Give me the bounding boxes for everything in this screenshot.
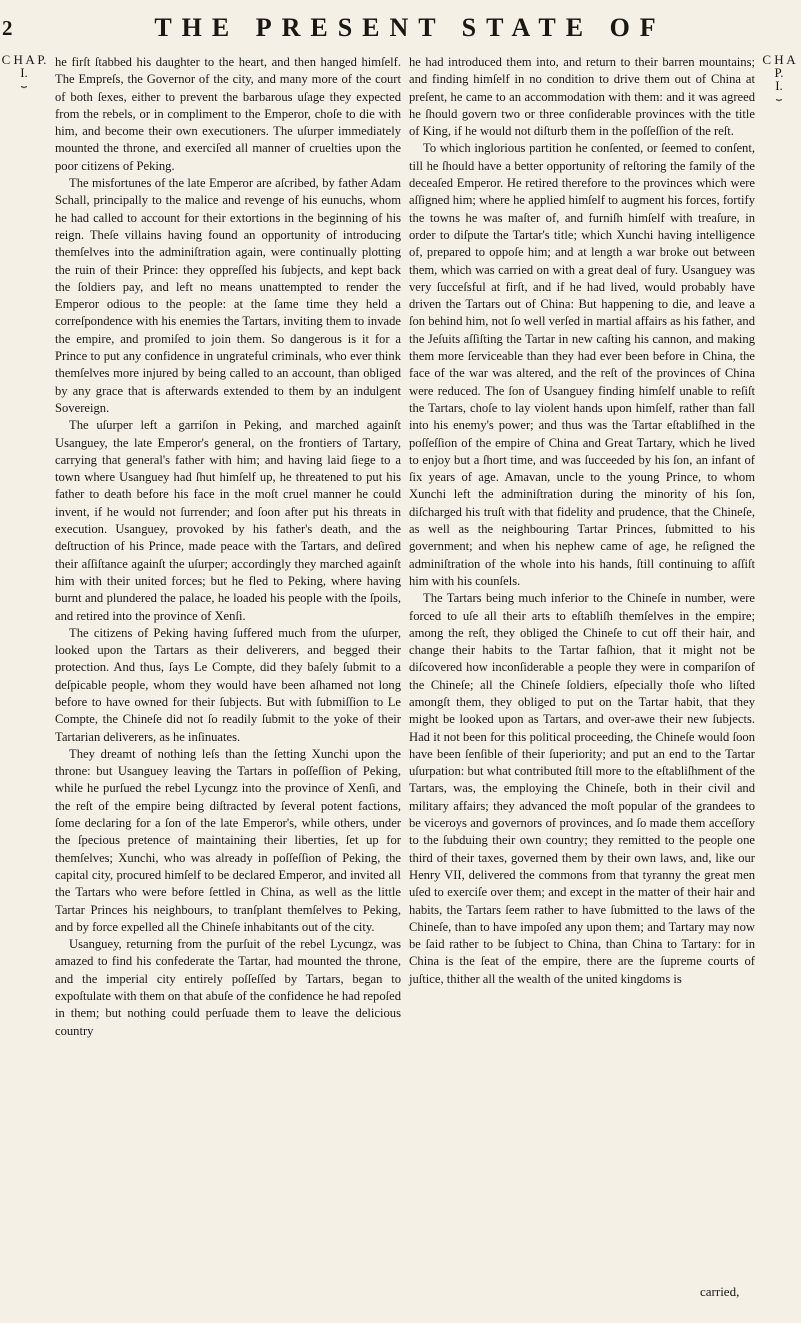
paragraph: The misfortunes of the late Emperor are aſcribed, by father Adam Schall, principally to the malice and revenge of his eunuchs, whom he had called to account for their extortions in the beginning of his reign. Theſe villains having found an opportunity of introducing themſelves into the adminiſtration again, were continually plotting the ruin of their Prince: they oppreſſed his ſubjects, and kept back the ſoldiers pay, and left no means unattempted to render the Emperor odious to the people: at the ſame time they held a correſpondence with his enemies the Tartars, inviting them to invade the empire, and promiſed to join them. So dangerous is it for a Prince to put any confidence in ungrateful criminals, who ever think themſelves more injured by being called to an account, than obliged by any grace that is afterwards extended to them by an indulgent Sovereign. [55, 176, 401, 415]
paragraph: he firſt ſtabbed his daughter to the heart, and then hanged himſelf. The Empreſs, the Governor of the city, and many more of the court of both ſexes, either to prevent the barbarous uſage they expected from the rebels, or in compliment to the Emperor, choſe to die with him, and become their own executioners. The uſurper immediately mounted the throne, and exerciſed all manner of cruelties upon the poor citizens of Peking. [55, 55, 401, 173]
ornament-brace-icon: ⏟ [21, 77, 27, 88]
chapter-label: C H A P. [762, 52, 796, 80]
chapter-marker-right [757, 53, 801, 100]
paragraph: To which inglorious partition he conſented, or ſeemed to conſent, till he ſhould have a better opportunity of reſtoring the family of the deceaſed Emperor. He retired therefore to the provinces which were aſſigned him; where he applied himſelf to augment his forces, fortify the towns he was maſter of, and furniſh himſelf with treaſure, in order to diſpute the Tartar's title; which Xunchi having intelligence of, prepared to oppoſe him; and at length a war broke out between them, which was carried on with a great deal of fury. Usanguey was very ſucceſsful at firſt, and if he had lived, would probably have driven the Tartars out of China: But happening to die, and leave a ſon behind him, not ſo well verſed in martial affairs as his father, and the Jeſuits aſſiſting the Tartar in new caſting his cannon, and making them more ſerviceable than they had ever been before in China, the face of the war was altered, and the reſt of the provinces of China were reduced. The ſon of Usanguey finding himſelf unable to reſiſt the Tartars, choſe to lay violent hands upon himſelf, rather than fall into his enemy's power; and thus was the Tartar eſtabliſhed in the poſſeſſion of the empire of China and Great Tartary, which he lived to enjoy but a ſhort time, and was ſucceeded by his ſon, an infant of ſix years of age. Amavan, uncle to the young Prince, to whom Xunchi left the adminiſtration during the minority of his ſon, diſcharged his truſt with that fidelity and prudence, that the Chineſe, as well as the neighbouring Tartar Princes, ſubmitted to his government; and when his nephew came of age, he reſigned the adminiſtration of the whole into his hands, ſtill continuing to aſſiſt him with his counſels. [409, 141, 755, 588]
ornament-brace-icon: ⏟ [776, 90, 782, 101]
chapter-number: I. [20, 65, 28, 80]
paragraph: he had introduced them into, and return to their barren mountains; and finding himſelf in no condition to drive them out of China at preſent, he came to an accommodation with them: and it was agreed he ſhould govern two or three conſiderable provinces with the title of King, if he would not diſturb them in the poſſeſſion of the reſt. [409, 55, 755, 139]
chapter-label: C H A P. [1, 52, 47, 67]
chapter-marker-left [1, 53, 47, 87]
chapter-number: I. [775, 78, 783, 93]
page-number: 2 [2, 16, 13, 40]
paragraph: The uſurper left a garriſon in Peking, and marched againſt Usanguey, the late Emperor's general, on the frontiers of Tartary, carrying that general's father with him; and having laid ſiege to a town where Usanguey had ſhut himſelf up, he threatened to put his father to death before his face in the moſt cruel manner he could invent, if he would not ſurrender; and ſoon after put his threats in execution. Usanguey, provoked by his father's death, and the deſtruction of his Prince, made peace with the Tartars, and deſired their aſſiſtance againſt the uſurper; accordingly they marched againſt him with their united forces; but he fled to Peking, where having burnt and plundered the palace, he loaded his people with the ſpoils, and retired into the province of Xenſi. [55, 418, 401, 623]
left-column [55, 54, 401, 1040]
catchword: carried, [700, 1284, 740, 1299]
paragraph: Usanguey, returning from the purſuit of the rebel Lycungz, was amazed to find his confederate the Tartar, had mounted the throne, and the imperial city entirely poſſeſſed by Tartars, began to expoſtulate with them on that abuſe of the confidence he had repoſed in them; but nothing could perſuade them to leave the delicious country [55, 937, 401, 1038]
paragraph: The citizens of Peking having ſuffered much from the uſurper, looked upon the Tartars as their deliverers, and begged their protection. And thus, ſays Le Compte, did they baſely ſubmit to a deſpicable people, whom they would have been aſhamed not long before to have owned for their ſubjects. But with ſubmiſſion to Le Compte, the Chineſe did not ſo readily ſubmit to the yoke of their Tartarian deliverers, as he inſinuates. [55, 625, 401, 744]
right-column [409, 54, 755, 988]
running-title: THE PRESENT STATE OF [154, 13, 666, 42]
paragraph: The Tartars being much inferior to the Chineſe in number, were forced to uſe all their arts to eſtabliſh themſelves in the empire; among the reſt, they obliged the Chineſe to cut off their hair, and change their habits to the Tartar faſhion, that it might not be diſcovered how inconſiderable a people they were in compariſon of the Chineſe; all the Chineſe ſoldiers, eſpecially thoſe who liſted amongſt them, they obliged to put on the Tartar habit, that they might be looked upon as Tartars, and over-awe their new ſubjects. Had it not been for this political proceeding, the Chineſe would ſoon have been ſenſible of their ſuperiority; and put an end to the Tartar uſurpation: but what contributed ſtill more to the eſtabliſhment of the Tartars, was, the employing the Chineſe, both in their civil and military affairs; they advanced the moſt popular of the grandees to be viceroys and governors of provinces, and ſo made them acceſſory to the ſubduing their own country; they remitted to the people one third of their taxes, governed them by their own laws, and, like our Henry VII, delivered the commons from that tyranny the great men uſed to exerciſe over them; and except in the matter of their hair and habits, the Tartars ſeem rather to have ſubmitted to the laws of the Chineſe, than to have impoſed any upon them; and Tartary may now be ſaid rather to be ſubject to China, than China to Tartary: for in China is the ſeat of the empire, there are the ſupreme courts of juſtice, thither all the wealth of the united kingdoms is [409, 591, 755, 986]
paragraph: They dreamt of nothing leſs than the ſetting Xunchi upon the throne: but Usanguey leaving the Tartars in poſſeſſion of Peking, while he purſued the rebel Lycungz into the province of Xenſi, and the reſt of the empire being diſtracted by ſeveral potent factions, ſome declaring for a ſon of the late Emperor's, while others, under the ſpecious pretence of maintaining their liberties, ſet up for themſelves; Xunchi, who was already in poſſeſſion of Peking, the capital city, procured himſelf to be declared Emperor, and invited all the Tartars who were before ſettled in China, as well as the little Tartar Princes his neighbours, to tranſplant themſelves to Peking, and by force expelled all the Chineſe inhabitants out of the city. [55, 746, 401, 934]
